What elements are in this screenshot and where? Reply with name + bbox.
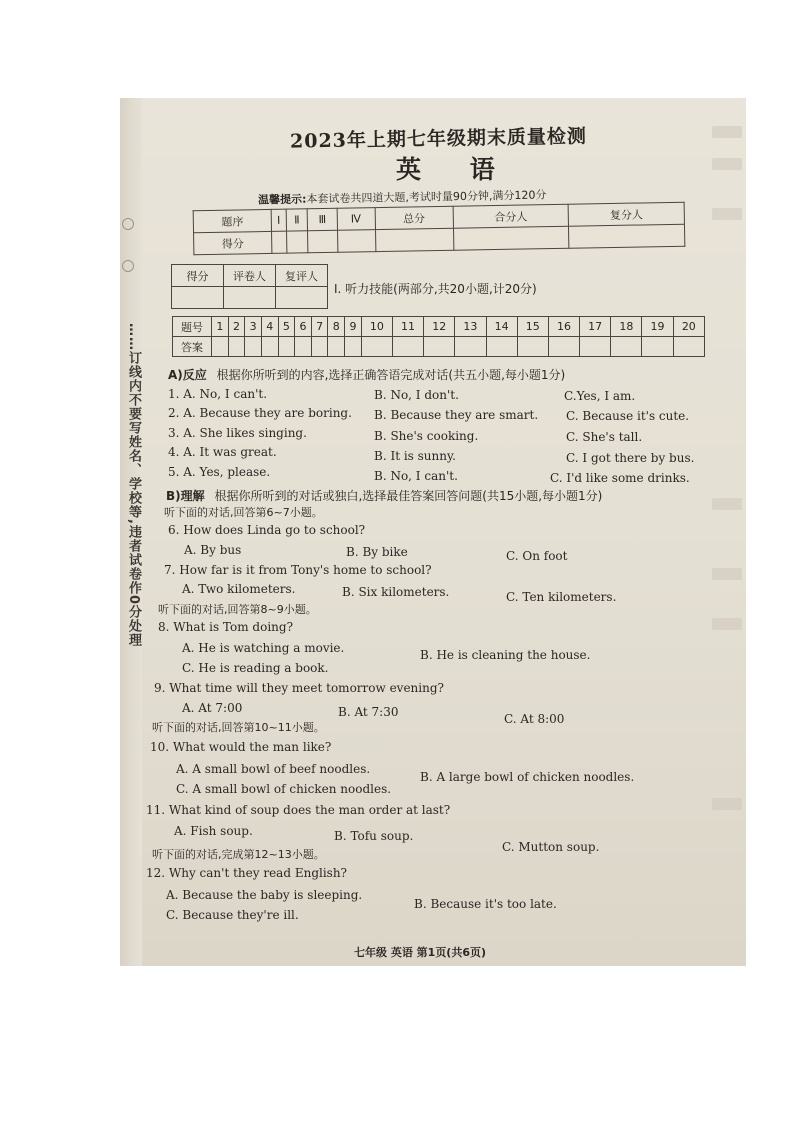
grader-table (171, 264, 328, 309)
section1-title: Ⅰ. 听力技能 (334, 282, 394, 296)
partA-instruction (168, 366, 565, 383)
answer-table (172, 316, 705, 357)
bleed-through-mark (712, 498, 742, 510)
bleed-through-mark (712, 618, 742, 630)
answer-number-cell: 4 (261, 317, 278, 337)
option[interactable]: C. A small bowl of chicken noodles. (176, 782, 392, 796)
answer-blank-cell[interactable] (548, 337, 579, 357)
answer-number-cell: 18 (611, 317, 642, 337)
option[interactable]: B. Because it's too late. (414, 897, 557, 911)
bleed-through-mark (712, 208, 742, 220)
exam-title: 2023年上期七年级期末质量检测 (289, 125, 588, 153)
answer-number-cell: 6 (295, 317, 312, 337)
partB-instruction (166, 487, 602, 504)
bleed-through-mark (712, 568, 742, 580)
question-7: 7. How far is it from Tony's home to school? (164, 563, 432, 577)
answer-number-cell: 17 (580, 317, 611, 337)
answer-blank-cell[interactable] (486, 337, 517, 357)
score-header: Ⅳ (337, 208, 375, 231)
option[interactable]: B. It is sunny. (374, 449, 456, 463)
grader-header: 复评人 (276, 265, 328, 287)
listen-instruction: 听下面的对话,回答第6~7小题。 (164, 506, 323, 519)
binding-warning: ……订线内不要写姓名、学校等,违者试卷作0分处理 (126, 323, 141, 647)
option[interactable]: C. On foot (506, 549, 568, 563)
listen-instruction: 听下面的对话,回答第8~9小题。 (158, 603, 317, 616)
option[interactable]: C. I'd like some drinks. (550, 471, 690, 485)
option[interactable]: C. Because they're ill. (166, 908, 299, 922)
question-9: 9. What time will they meet tomorrow evening? (154, 681, 444, 695)
option[interactable]: C. She's tall. (566, 430, 643, 444)
score-cell[interactable] (569, 224, 685, 248)
answer-number-cell: 12 (424, 317, 455, 337)
score-cell[interactable] (308, 230, 338, 253)
answer-number-cell: 1 (212, 317, 229, 337)
answer-blank-cell[interactable] (611, 337, 642, 357)
option[interactable]: 2. A. Because they are boring. (168, 406, 352, 420)
option[interactable]: A. By bus (184, 543, 242, 557)
option[interactable]: C. Mutton soup. (502, 840, 600, 854)
answer-number-cell: 14 (486, 317, 517, 337)
grader-header: 得分 (172, 265, 224, 287)
answer-row-label: 题号 (173, 317, 212, 337)
option[interactable]: 4. A. It was great. (168, 445, 277, 459)
answer-number-cell: 10 (361, 317, 392, 337)
option[interactable]: B. A large bowl of chicken noodles. (420, 770, 635, 784)
answer-blank-cell[interactable] (261, 337, 278, 357)
tips-label: 温馨提示: (257, 192, 307, 207)
answer-number-cell: 3 (245, 317, 262, 337)
question-8: 8. What is Tom doing? (158, 620, 294, 634)
partA-text: 根据你所听到的内容,选择正确答语完成对话(共五小题,每小题1分) (216, 368, 566, 382)
option[interactable]: B. No, I can't. (374, 469, 458, 483)
grader-cell[interactable] (224, 287, 276, 309)
score-table (193, 202, 686, 256)
answer-number-cell: 11 (392, 317, 423, 337)
answer-number-cell: 13 (455, 317, 486, 337)
answer-number-cell: 7 (311, 317, 328, 337)
answer-blank-cell[interactable] (455, 337, 486, 357)
score-header: 合分人 (453, 204, 569, 228)
answer-blank-cell[interactable] (424, 337, 455, 357)
answer-blank-cell[interactable] (517, 337, 548, 357)
option[interactable]: A. Because the baby is sleeping. (166, 888, 363, 902)
answer-blank-cell[interactable] (392, 337, 423, 357)
answer-number-cell: 2 (228, 317, 245, 337)
option[interactable]: B. Because they are smart. (374, 408, 539, 422)
question-12: 12. Why can't they read English? (146, 866, 347, 880)
bleed-through-mark (712, 798, 742, 810)
answer-blank-cell[interactable] (642, 337, 673, 357)
option[interactable]: A. At 7:00 (182, 701, 243, 715)
score-cell[interactable] (286, 231, 308, 253)
score-header: Ⅰ (271, 209, 286, 231)
option[interactable]: A. Two kilometers. (182, 582, 296, 596)
answer-blank-cell[interactable] (580, 337, 611, 357)
score-cell[interactable] (337, 230, 375, 253)
subject-title: 英 语 (396, 155, 515, 184)
answer-number-cell: 9 (345, 317, 362, 337)
section1-heading (334, 280, 537, 297)
option[interactable]: B. By bike (346, 545, 408, 559)
answer-blank-cell[interactable] (328, 337, 345, 357)
bleed-through-mark (712, 126, 742, 138)
answer-number-cell: 5 (278, 317, 295, 337)
option[interactable]: C. Ten kilometers. (506, 590, 617, 604)
score-cell[interactable] (375, 228, 454, 251)
answer-number-cell: 19 (642, 317, 673, 337)
option[interactable]: 5. A. Yes, please. (168, 465, 271, 479)
question-11: 11. What kind of soup does the man order at last? (146, 803, 451, 817)
partA-label: A)反应 (168, 368, 207, 382)
option[interactable]: 3. A. She likes singing. (168, 426, 307, 440)
question-10: 10. What would the man like? (150, 740, 332, 754)
answer-number-cell: 20 (673, 317, 704, 337)
bleed-through-mark (712, 158, 742, 170)
option[interactable]: A. Fish soup. (174, 824, 253, 838)
answer-blank-cell[interactable] (212, 337, 229, 357)
answer-blank-cell[interactable] (245, 337, 262, 357)
answer-number-cell: 16 (548, 317, 579, 337)
partB-text: 根据你所听到的对话或独白,选择最佳答案回答问题(共15小题,每小题1分) (214, 489, 603, 503)
score-header: 总分 (375, 206, 454, 229)
answer-blank-cell[interactable] (673, 337, 704, 357)
option[interactable]: C. Because it's cute. (566, 409, 690, 423)
listen-instruction: 听下面的对话,回答第10~11小题。 (152, 721, 325, 734)
grader-cell[interactable] (276, 287, 328, 309)
tips-text: 本套试卷共四道大题,考试时量90分钟,满分120分 (306, 188, 547, 206)
answer-row-label: 答案 (173, 337, 212, 357)
option[interactable]: 1. A. No, I can't. (168, 387, 268, 401)
answer-blank-row (173, 337, 705, 357)
option[interactable]: B. Tofu soup. (334, 829, 414, 843)
option[interactable]: C.Yes, I am. (564, 389, 636, 403)
option[interactable]: B. At 7:30 (338, 705, 399, 719)
page-footer: 七年级 英语 第1页(共6页) (354, 946, 487, 959)
score-cell[interactable] (272, 231, 287, 253)
answer-blank-cell[interactable] (345, 337, 362, 357)
option[interactable]: B. No, I don't. (374, 388, 459, 402)
option[interactable]: C. At 8:00 (504, 712, 565, 726)
binding-hole-icon (122, 260, 134, 272)
score-header: Ⅲ (308, 208, 338, 231)
grader-cell[interactable] (172, 287, 224, 309)
binding-hole-icon (122, 218, 134, 230)
exam-photo (120, 98, 746, 966)
answer-blank-cell[interactable] (278, 337, 295, 357)
listen-instruction: 听下面的对话,完成第12~13小题。 (152, 848, 325, 861)
score-row-label: 得分 (194, 231, 273, 254)
question-6: 6. How does Linda go to school? (168, 523, 366, 537)
answer-number-cell: 15 (517, 317, 548, 337)
score-header: Ⅱ (286, 209, 308, 231)
option[interactable]: B. Six kilometers. (342, 585, 450, 599)
section1-note: (两部分,共20小题,计20分) (393, 282, 537, 296)
option[interactable]: C. He is reading a book. (182, 661, 329, 675)
answer-blank-cell[interactable] (295, 337, 312, 357)
option[interactable]: A. A small bowl of beef noodles. (176, 762, 371, 776)
answer-number-cell: 8 (328, 317, 345, 337)
answer-blank-cell[interactable] (361, 337, 392, 357)
answer-blank-cell[interactable] (228, 337, 245, 357)
score-cell[interactable] (453, 226, 569, 250)
option[interactable]: B. She's cooking. (374, 429, 479, 443)
option[interactable]: C. I got there by bus. (566, 451, 695, 465)
grader-header: 评卷人 (224, 265, 276, 287)
option[interactable]: B. He is cleaning the house. (420, 648, 591, 662)
score-header: 复分人 (568, 202, 684, 226)
partB-label: B)理解 (166, 489, 205, 503)
option[interactable]: A. He is watching a movie. (182, 641, 345, 655)
answer-number-row (173, 317, 705, 337)
score-header: 题序 (193, 209, 272, 232)
answer-blank-cell[interactable] (311, 337, 328, 357)
